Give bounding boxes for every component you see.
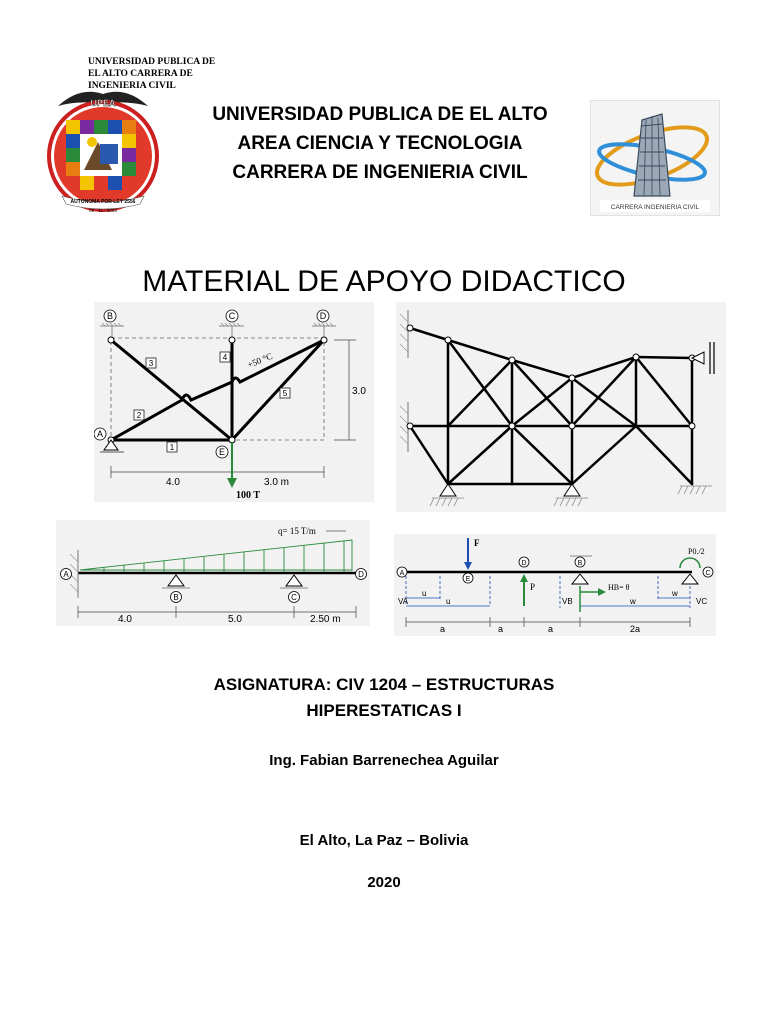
member-label: 2 — [136, 411, 142, 420]
node-label-c: C — [705, 570, 711, 577]
span-dimension: 4.0 — [118, 614, 132, 625]
node-label-b: B — [577, 560, 583, 567]
area-name: AREA CIENCIA Y TECNOLOGIA — [237, 133, 523, 154]
node-label-a: A — [63, 570, 69, 579]
moment-arc-icon — [680, 558, 700, 568]
moment-label: P0./2 — [688, 547, 705, 556]
node-label-b: B — [173, 593, 179, 602]
horizontal-reaction-label: HB= θ — [608, 583, 630, 592]
force-arrow-icon — [464, 562, 472, 570]
load-arrow-icon — [227, 478, 237, 488]
span-dimension: 3.0 m — [264, 477, 290, 488]
figure-truss-temperature — [94, 302, 374, 502]
seal-ribbon-text: AUTONOMA POR LEY 2556 — [70, 199, 136, 205]
small-header-line: UNIVERSIDAD PUBLICA DE — [88, 57, 216, 67]
distance-label: u — [422, 589, 427, 598]
seal-date-text: 05 - 11 - 2003 — [89, 208, 117, 213]
member-label: 3 — [148, 359, 154, 368]
span-dimension: 2.50 m — [310, 614, 341, 625]
force-f-label: F — [474, 538, 480, 548]
reaction-label: VC — [696, 597, 708, 606]
distance-label: u — [446, 597, 451, 606]
distributed-load-label: q= 15 T/m — [278, 526, 316, 536]
node-label-c: C — [291, 593, 297, 602]
span-dimension: a — [548, 624, 554, 634]
span-dimension: a — [498, 624, 504, 634]
page-title: MATERIAL DE APOYO DIDACTICO — [142, 265, 626, 298]
node-label-c: C — [228, 311, 236, 321]
reaction-label: VA — [398, 597, 409, 606]
figure-beam-point-loads — [394, 534, 716, 636]
small-header-line: INGENIERIA CIVIL — [88, 81, 176, 91]
reaction-label: VB — [562, 597, 573, 606]
member-label: 4 — [222, 353, 228, 362]
force-arrow-icon — [520, 574, 528, 582]
year-text: 2020 — [367, 874, 401, 891]
seal-top-text: UPEA — [90, 98, 116, 108]
subject-line: ASIGNATURA: CIV 1204 – ESTRUCTURAS — [213, 675, 555, 694]
node-label-d: D — [319, 311, 327, 321]
member-label: 5 — [282, 389, 288, 398]
subject-line: HIPERESTATICAS I — [306, 701, 462, 720]
span-dimension: 2a — [630, 624, 641, 634]
temperature-label: +50 °C — [246, 350, 274, 370]
university-name: UNIVERSIDAD PUBLICA DE EL ALTO — [212, 104, 548, 125]
civil-logo-caption: CARRERA INGENIERIA CIVIL — [610, 204, 700, 211]
author-name: Ing. Fabian Barrenechea Aguilar — [269, 752, 499, 769]
node-label-a: A — [399, 570, 405, 577]
node-label-b: B — [106, 311, 114, 321]
upea-seal-logo — [40, 84, 166, 216]
career-name: CARRERA DE INGENIERIA CIVIL — [232, 162, 528, 183]
force-arrow-icon — [598, 588, 606, 596]
height-dimension: 3.0 — [352, 386, 366, 397]
subject-heading — [100, 672, 668, 724]
distance-label: w — [630, 597, 636, 606]
node-label-e: E — [465, 576, 471, 583]
force-p-label: P — [530, 582, 536, 592]
span-dimension: a — [440, 624, 446, 634]
distance-label: w — [672, 589, 678, 598]
location-text: El Alto, La Paz – Bolivia — [299, 832, 469, 849]
node-label-a: A — [96, 429, 104, 439]
civil-engineering-logo — [590, 100, 720, 216]
figure-complex-truss — [396, 302, 726, 512]
member-label: 1 — [169, 443, 175, 452]
node-label-e: E — [218, 447, 226, 457]
small-header-line: EL ALTO CARRERA DE — [88, 69, 193, 79]
figure-beam-distributed-load — [56, 520, 370, 626]
span-dimension: 4.0 — [166, 477, 180, 488]
university-heading — [160, 100, 600, 187]
node-label-d: D — [521, 560, 527, 567]
node-label-d: D — [358, 570, 364, 579]
span-dimension: 5.0 — [228, 614, 242, 625]
point-load-label: 100 T — [236, 490, 260, 501]
